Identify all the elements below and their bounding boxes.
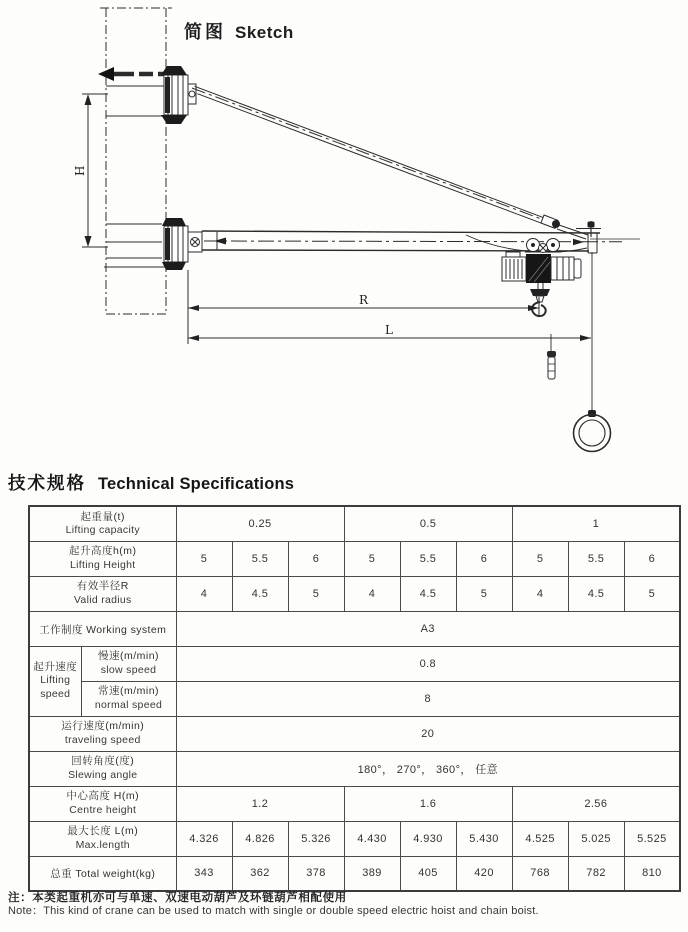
cell-valid-radius-3: 5 <box>288 576 344 611</box>
row-label-lifting-height: 起升高度h(m) Lifting Height <box>29 541 176 576</box>
table-row-working-system <box>29 611 680 646</box>
table-row-lifting-capacity <box>29 506 680 541</box>
cell-max-length-7: 4.525 <box>512 821 568 856</box>
cell-lifting-height-2: 5.5 <box>232 541 288 576</box>
row-group-label-slow-speed: 起升速度 Lifting speed <box>29 646 81 716</box>
sketch-title <box>184 18 294 44</box>
dim-label-h: H <box>73 165 87 176</box>
cell-max-length-2: 4.826 <box>232 821 288 856</box>
cell-total-weight-8: 782 <box>568 856 624 891</box>
cell-valid-radius-2: 4.5 <box>232 576 288 611</box>
row-label-valid-radius: 有效半径R Valid radius <box>29 576 176 611</box>
tie-rod <box>192 86 588 239</box>
cell-max-length-9: 5.525 <box>624 821 680 856</box>
table-row-valid-radius <box>29 576 680 611</box>
hook-icon <box>530 283 550 316</box>
cell-total-weight-9: 810 <box>624 856 680 891</box>
cell-traveling-speed-1: 20 <box>176 716 680 751</box>
cell-lifting-height-4: 5 <box>344 541 400 576</box>
lower-bracket <box>162 218 202 270</box>
cell-centre-height-1: 1.2 <box>176 786 344 821</box>
row-label-centre-height: 中心高度 H(m) Centre height <box>29 786 176 821</box>
cell-slewing-angle-1: 180°， 270°， 360°， 任意 <box>176 751 680 786</box>
spec-table-body <box>29 506 680 891</box>
cell-valid-radius-6: 5 <box>456 576 512 611</box>
cell-lifting-capacity-1: 0.25 <box>176 506 344 541</box>
cell-valid-radius-9: 5 <box>624 576 680 611</box>
section-heading-en: Technical Specifications <box>98 475 295 493</box>
row-label-traveling-speed: 运行速度(m/min) traveling speed <box>29 716 176 751</box>
cell-total-weight-5: 405 <box>400 856 456 891</box>
cell-valid-radius-1: 4 <box>176 576 232 611</box>
cell-valid-radius-7: 4 <box>512 576 568 611</box>
row-label-max-length: 最大长度 L(m) Max.length <box>29 821 176 856</box>
section-heading-zh: 技术规格 <box>8 473 86 493</box>
cell-max-length-8: 5.025 <box>568 821 624 856</box>
cell-lifting-height-9: 6 <box>624 541 680 576</box>
cell-valid-radius-4: 4 <box>344 576 400 611</box>
footnote-zh: 注：本类起重机亦可与单速、双速电动葫芦及环链葫芦相配使用 <box>8 892 347 904</box>
cell-max-length-4: 4.430 <box>344 821 400 856</box>
cell-valid-radius-8: 4.5 <box>568 576 624 611</box>
table-row-max-length <box>29 821 680 856</box>
sketch-title-en: Sketch <box>235 23 294 42</box>
row-label-slow-speed: 慢速(m/min) slow speed <box>81 646 176 681</box>
cell-working-system-1: A3 <box>176 611 680 646</box>
row-label-working-system: 工作制度 Working system <box>29 611 176 646</box>
cell-lifting-capacity-2: 0.5 <box>344 506 512 541</box>
spec-table <box>28 505 681 892</box>
table-row-slow-speed <box>29 646 680 681</box>
cell-total-weight-6: 420 <box>456 856 512 891</box>
cell-lifting-capacity-3: 1 <box>512 506 680 541</box>
crane-sketch <box>0 0 688 465</box>
table-row-centre-height <box>29 786 680 821</box>
row-label-slewing-angle: 回转角度(度) Slewing angle <box>29 751 176 786</box>
cell-lifting-height-8: 5.5 <box>568 541 624 576</box>
cell-max-length-5: 4.930 <box>400 821 456 856</box>
cell-valid-radius-5: 4.5 <box>400 576 456 611</box>
jib-beam <box>202 221 640 253</box>
cell-total-weight-3: 378 <box>288 856 344 891</box>
top-bracket <box>161 66 196 124</box>
cell-max-length-6: 5.430 <box>456 821 512 856</box>
row-label-lifting-capacity: 起重量(t) Lifting capacity <box>29 506 176 541</box>
load-ring <box>574 252 611 452</box>
row-label-normal-speed: 常速(m/min) normal speed <box>81 681 176 716</box>
dim-label-l: L <box>385 323 393 337</box>
cell-total-weight-1: 343 <box>176 856 232 891</box>
table-row-normal-speed <box>29 681 680 716</box>
cell-lifting-height-6: 6 <box>456 541 512 576</box>
cell-total-weight-7: 768 <box>512 856 568 891</box>
cell-total-weight-4: 389 <box>344 856 400 891</box>
table-row-lifting-height <box>29 541 680 576</box>
sketch-title-zh: 简图 <box>184 22 226 42</box>
cell-lifting-height-1: 5 <box>176 541 232 576</box>
cell-normal-speed-1: 8 <box>176 681 680 716</box>
cell-lifting-height-3: 6 <box>288 541 344 576</box>
row-label-total-weight: 总重 Total weight(kg) <box>29 856 176 891</box>
wall-column <box>100 8 172 314</box>
section-heading <box>8 470 294 495</box>
footnote-en: Note：This kind of crane can be used to match with single or double speed electric hoist and chain boist. <box>8 905 539 918</box>
footnotes <box>8 892 539 919</box>
table-row-slewing-angle <box>29 751 680 786</box>
cell-total-weight-2: 362 <box>232 856 288 891</box>
cell-centre-height-2: 1.6 <box>344 786 512 821</box>
cell-lifting-height-5: 5.5 <box>400 541 456 576</box>
cell-max-length-3: 5.326 <box>288 821 344 856</box>
dim-label-r: R <box>359 293 369 307</box>
table-row-total-weight <box>29 856 680 891</box>
hoist-trolley <box>502 239 581 284</box>
cell-lifting-height-7: 5 <box>512 541 568 576</box>
cell-max-length-1: 4.326 <box>176 821 232 856</box>
pendant-control <box>547 334 556 379</box>
cell-centre-height-3: 2.56 <box>512 786 680 821</box>
table-row-traveling-speed <box>29 716 680 751</box>
cell-slow-speed-1: 0.8 <box>176 646 680 681</box>
dimension-r <box>188 270 539 344</box>
